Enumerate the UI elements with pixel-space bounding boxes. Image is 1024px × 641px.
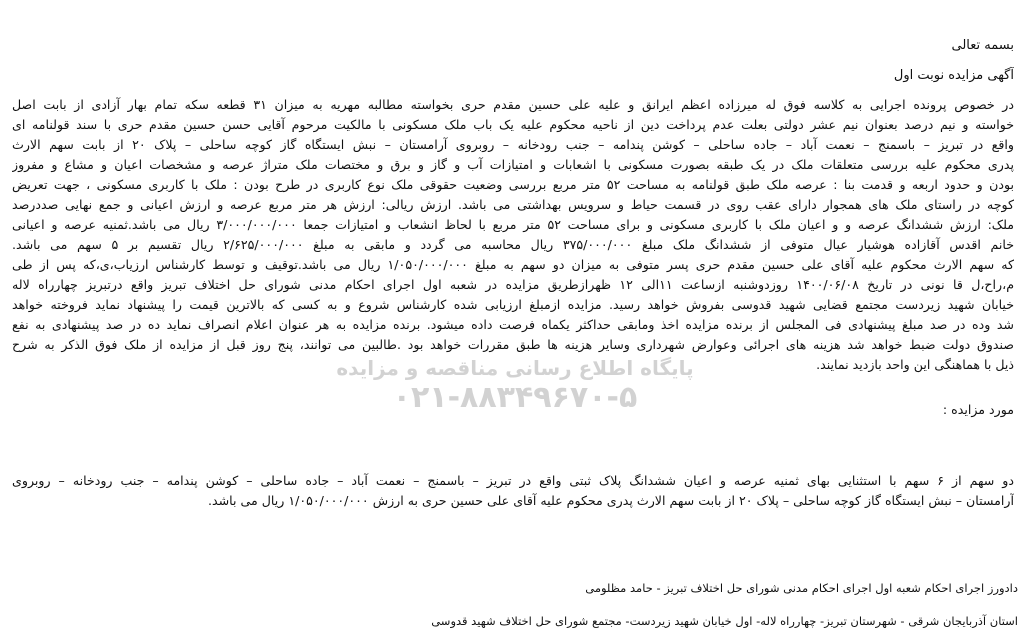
body-line: که سهم الارث محکوم علیه آقای علی حسین مقدم حری پسر متوفی به میزان دو سهم به مبلغ ۱/۰۵۰/۰۰۰/۰۰۰ ریال می باشد.توقیف و توسط کارشناس ارزیاب،ی،که پس از طی (12, 257, 1014, 272)
auction-subject-label: مورد مزایده : (942, 402, 1014, 417)
body-line: م،راح،ل قا نونی در تاریخ ۱۴۰۰/۰۶/۰۸ روزدوشنبه ازساعت ۱۱الی ۱۲ ظهرازطریق مزایده در شعبه اول اجرای احکام مدنی شورای حل اختلاف تبریز واقع درتبریز چهارراه لاله (12, 277, 1014, 292)
body-line: خیابان شهید زیردست مجتمع قضایی شهید قدوسی بفروش خواهد رسید. مزایده ازمبلغ ارزیابی شده کارشناس شروع و به کسی که بالاترین قیمت را پیشنهاد نماید فروخته خواهد (12, 297, 1014, 312)
body-line: شد وده در صد مبلغ پیشنهادی فی المجلس از برنده مزایده اخذ ومابقی حداکثر یکماه فرصت داده میشود. برنده مزایده به هر عنوان اعلام انصراف نماید ده در صد پیشنهادی به نفع (12, 317, 1014, 332)
body-line: خواسته و نیم درصد بعنوان نیم عشر دولتی بعلت عدم پرداخت دین از ناحیه محکوم علیه یک باب ملک مسکونی با مالکیت مرحوم آقایی حسن حسین مقدم حری با سند قولنامه ای (12, 117, 1014, 132)
body-line: واقع در تبریز – باسمنج – نعمت آباد – جاده ساحلی – کوشن پندامه – جنب رودخانه – روبروی آرامستان – نبش ایستگاه گاز کوچه ساحلی – پلاک ۲۰ از بابت سهم الارث (12, 137, 1014, 152)
notice-title: آگهی مزایده نوبت اول (893, 68, 1014, 83)
bismillah-heading: بسمه تعالی (951, 38, 1014, 53)
body-line: خانم اقدس آقازاده هوشیار عیال متوفی از ششدانگ ملک مبلغ ۳۷۵/۰۰۰/۰۰۰ ریال محاسبه می گردد و مابقی به مبلغ ۲/۶۲۵/۰۰۰/۰۰۰ ریال تقسیم بر ۵ سهم می باشد. (12, 237, 1014, 252)
body-line: بودن و حدود اربعه و قدمت بنا : عرصه ملک طبق قولنامه به مساحت ۵۲ متر مربع بررسی وضعیت حقوقی ملک نوع کاربری در طرح بودن : ملک با کاربری مسکونی ، جهت تعریض (12, 177, 1014, 192)
subject-line: آرامستان – نبش ایستگاه گاز کوچه ساحلی – پلاک ۲۰ از بابت سهم الارث پدری محکوم علیه آقای علی حسین حری به ارزش ۱/۰۵۰/۰۰۰/۰۰۰ ریال می باشد. (207, 493, 1014, 508)
officer-signature: دادورز اجرای احکام شعبه اول اجرای احکام مدنی شورای حل اختلاف تبریز - حامد مظلومی (585, 581, 1018, 595)
watermark-phone: ۰۲۱-۸۸۳۴۹۶۷۰-۵ (392, 380, 638, 415)
body-line: ملک: ارزش ششدانگ عرصه و و اعیان ملک با کاربری مسکونی و برای مساحت ۵۲ متر مربع با لحاظ انشعاب و امتیازات جمعا ۳/۰۰۰/۰۰۰/۰۰۰ ریال می باشد.ثمنیه عرصه و اعیانی (12, 217, 1014, 232)
body-line: در خصوص پرونده اجرایی به کلاسه فوق له میرزاده اعظم ایرانق و علیه علی حسین مقدم حری بخواسته مطالبه مهریه به میزان ۳۱ قطعه سکه تمام بهار آزادی از بابت اصل (12, 97, 1014, 112)
subject-line: دو سهم از ۶ سهم با استثنایی بهای ثمنیه عرصه و اعیان ششدانگ پلاک ثبتی واقع در تبریز – باسمنج – نعمت آباد – جاده ساحلی – کوشن پندامه – جنب رودخانه – روبروی (12, 473, 1014, 488)
body-line: پدری محکوم علیه بررسی متعلقات ملک در یک طبقه بصورت مسکونی با اشعابات و امتیازات آب و گاز و برق و مختصات ملک متراژ عرصه و مشخصات اعیان و مشاع و مفروز (12, 157, 1014, 172)
watermark-name: پایگاه اطلاع رسانی مناقصه و مزایده (336, 356, 694, 380)
body-line: کوچه در راستای ملک های همجوار دارای عقب روی در قسمت حیاط و سرویس بهداشتی می باشد. ارزش ریالی: ارزش هر متر مربع عرصه و ارزش اعیانی و جمع نهایی صددرصد (12, 197, 1014, 212)
body-line: ذیل با هماهنگی این واحد بازدید نمایند. (816, 357, 1014, 372)
body-line: صندوق دولت ضبط خواهد شد هزینه های اجرائی وعوارض شهرداری وسایر هزینه ها طبق مقررات خواهد بود .طالبین می توانند، پنج روز قبل از مزایده از ملک فوق الذکر به شرح (12, 337, 1014, 352)
office-address: استان آذربایجان شرقی - شهرستان تبریز- چهارراه لاله- اول خیابان شهید زیردست- مجتمع شورای حل اختلاف شهید قدوسی (431, 614, 1018, 628)
